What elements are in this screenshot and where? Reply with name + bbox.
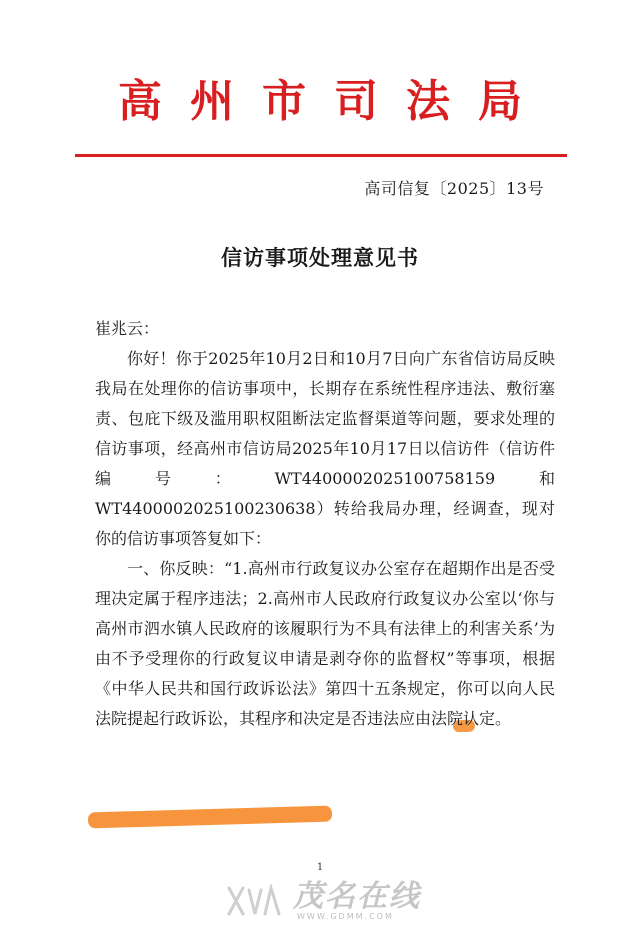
document-number: 高司信复〔2025〕13号 <box>364 179 544 198</box>
paragraph-2-tail: 决定是否违法应由法院认定。 <box>303 709 512 728</box>
watermark-name: 茂名在线 <box>293 879 421 914</box>
watermark-logo-icon <box>225 884 283 918</box>
watermark-url: WWW.GDMM.COM <box>297 912 394 921</box>
paragraph-2-lead: 一、你反映：“1.高州市行政复议办公室存在超期作出是否受理决定属于程序违法；2.高州市人民政府行政复议办公室以‘你与高州市泗水镇人民政府的该履职行为不具有法律上的利害关系’为由不予受理你的行政复议申请是剥夺你的监督权”等事项，根据《中华人民共和国行政诉讼法》第四十五条规定， <box>95 559 555 698</box>
document-body <box>95 314 555 734</box>
watermark <box>225 880 430 924</box>
organization-header-title: 高州市司法局 <box>118 76 550 127</box>
header-red-rule <box>75 154 567 157</box>
body-paragraph-1: 你好！你于2025年10月2日和10月7日向广东省信访局反映我局在处理你的信访事项中，长期存在系统性程序违法、敷衍塞责、包庇下级及滥用职权阻断法定监督渠道等问题，要求处理的信访事项，经高州市信访局2025年10月17日以信访件（信访件编号：WT4400002025100758159和WT4400002025100230638）转给我局办理，经调查，现对你的信访事项答复如下： <box>95 349 555 548</box>
document-title: 信访事项处理意见书 <box>221 245 419 270</box>
salutation: 崔兆云： <box>95 319 160 338</box>
highlighted-text: 你可以向人民法院提起行政诉讼，其程序和 <box>95 679 555 728</box>
body-paragraph-2 <box>95 554 555 734</box>
orange-marker-stroke <box>88 806 332 829</box>
page-number: 1 <box>316 862 324 873</box>
